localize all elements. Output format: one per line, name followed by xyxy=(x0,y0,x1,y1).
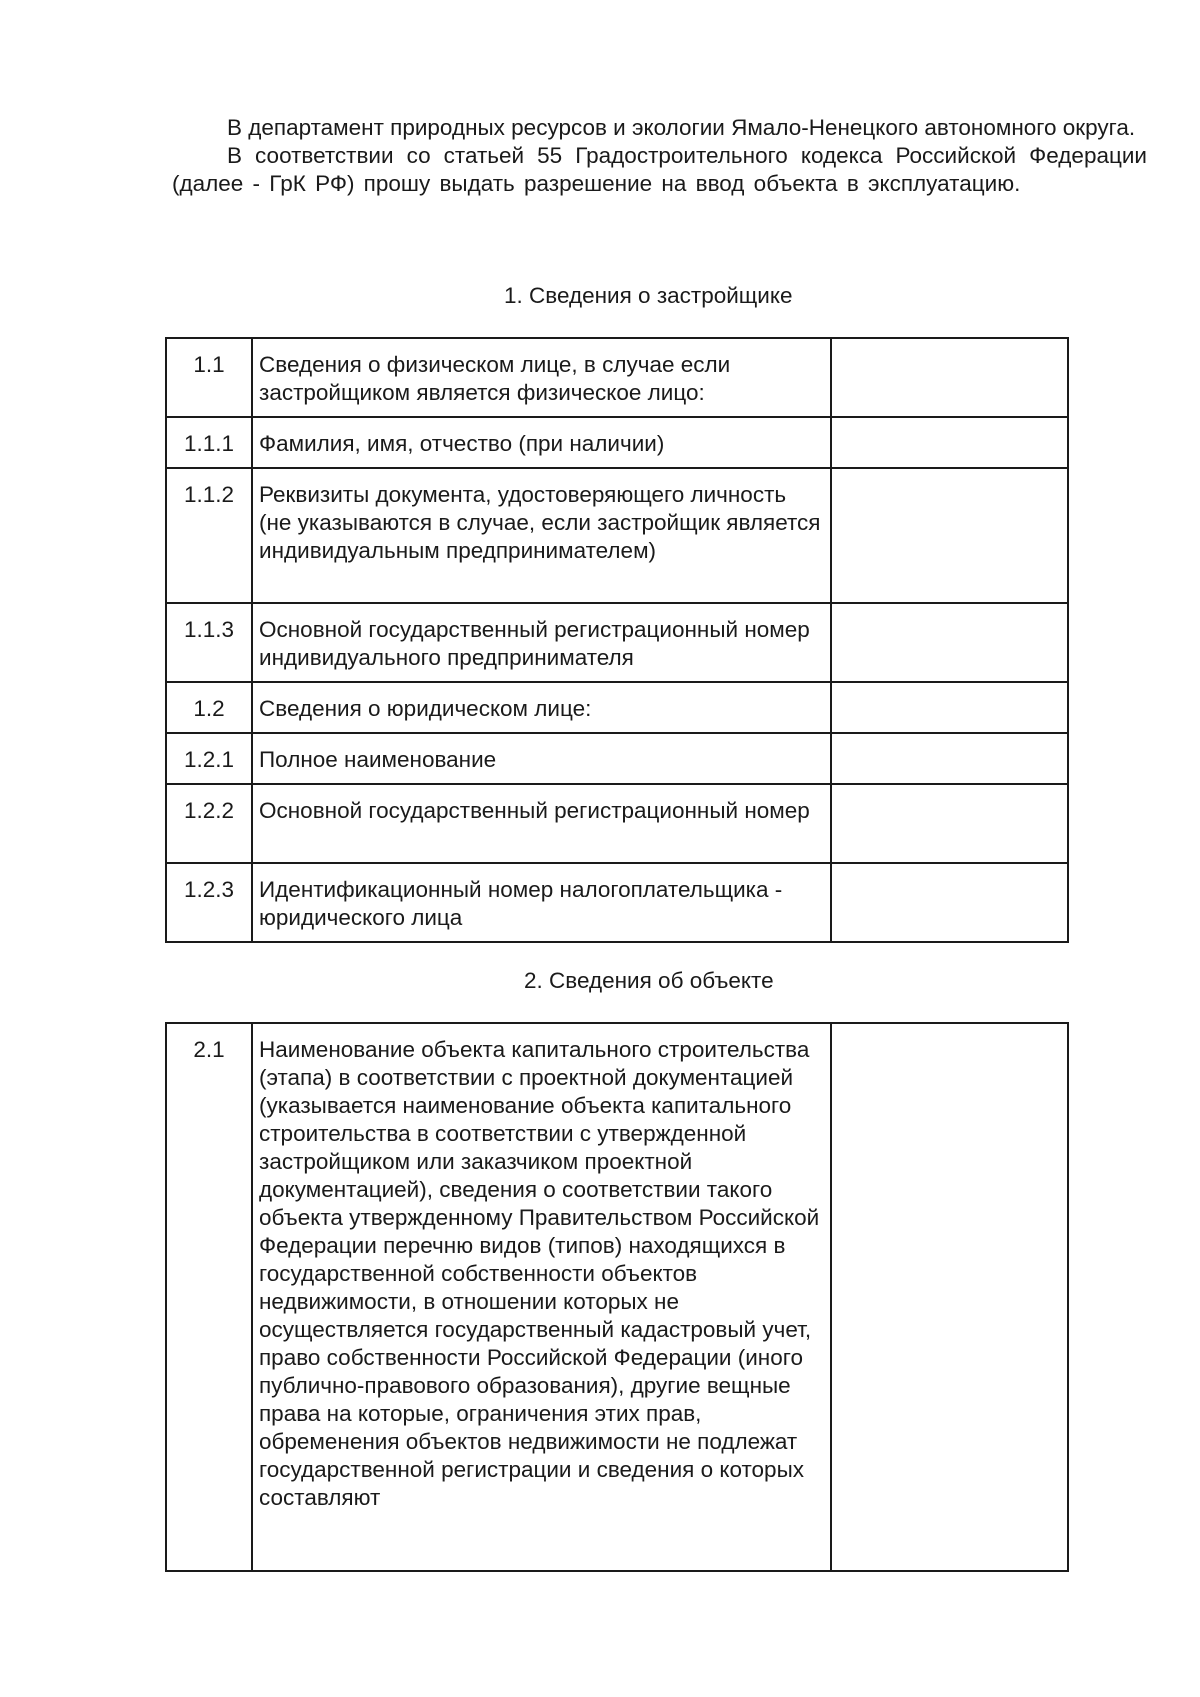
table-row xyxy=(166,733,1068,784)
table-row xyxy=(166,603,1068,682)
row-label: Идентификационный номер налогоплательщика - юридического лица xyxy=(252,863,831,942)
object-info-table xyxy=(165,1022,1069,1572)
row-value-field[interactable] xyxy=(831,1023,1068,1571)
row-value-field[interactable] xyxy=(831,863,1068,942)
table-row xyxy=(166,682,1068,733)
row-number: 1.1.3 xyxy=(166,603,252,682)
row-number: 1.1 xyxy=(166,338,252,417)
intro-paragraph-addressee: В департамент природных ресурсов и экологии Ямало-Ненецкого автономного округа. xyxy=(227,115,1136,140)
row-value-field[interactable] xyxy=(831,682,1068,733)
row-label: Основной государственный регистрационный номер индивидуального предпринимателя xyxy=(252,603,831,682)
section-title-developer: 1. Сведения о застройщике xyxy=(504,283,793,308)
table-row xyxy=(166,468,1068,603)
row-number: 2.1 xyxy=(166,1023,252,1571)
row-label: Полное наименование xyxy=(252,733,831,784)
row-label: Реквизиты документа, удостоверяющего личность (не указываются в случае, если застройщик является индивидуальным предпринимателем) xyxy=(252,468,831,603)
row-value-field[interactable] xyxy=(831,468,1068,603)
row-value-field[interactable] xyxy=(831,784,1068,863)
row-label: Фамилия, имя, отчество (при наличии) xyxy=(252,417,831,468)
table-row xyxy=(166,338,1068,417)
row-value-field[interactable] xyxy=(831,417,1068,468)
row-number: 1.1.1 xyxy=(166,417,252,468)
row-label: Основной государственный регистрационный номер xyxy=(252,784,831,863)
row-value-field[interactable] xyxy=(831,733,1068,784)
section-title-object: 2. Сведения об объекте xyxy=(524,968,774,993)
table-row xyxy=(166,1023,1068,1571)
row-number: 1.2 xyxy=(166,682,252,733)
row-number: 1.2.1 xyxy=(166,733,252,784)
row-number: 1.1.2 xyxy=(166,468,252,603)
developer-info-table xyxy=(165,337,1069,943)
row-number: 1.2.3 xyxy=(166,863,252,942)
row-value-field[interactable] xyxy=(831,338,1068,417)
row-number: 1.2.2 xyxy=(166,784,252,863)
intro-paragraph-request: В соответствии со статьей 55 Градостроительного кодекса Российской Федерации (далее - ГрК РФ) прошу выдать разрешение на ввод объекта в эксплуатацию. xyxy=(172,143,1147,196)
row-label: Сведения о юридическом лице: xyxy=(252,682,831,733)
intro-text xyxy=(172,114,1147,198)
table-row xyxy=(166,784,1068,863)
table-row xyxy=(166,863,1068,942)
table-row xyxy=(166,417,1068,468)
row-label: Сведения о физическом лице, в случае если застройщиком является физическое лицо: xyxy=(252,338,831,417)
row-label: Наименование объекта капитального строительства (этапа) в соответствии с проектной документацией (указывается наименование объекта капитального строительства в соответствии с утвержденной застройщиком или заказчиком проектной документацией), сведения о соответствии такого объекта утвержденному Правительством Российской Федерации перечню видов (типов) находящихся в государственной собственности объектов недвижимости, в отношении которых не осуществляется государственный кадастровый учет, право собственности Российской Федерации (иного публично-правового образования), другие вещные права на которые, ограничения этих прав, обременения объектов недвижимости не подлежат государственной регистрации и сведения о которых составляют xyxy=(252,1023,831,1571)
row-value-field[interactable] xyxy=(831,603,1068,682)
